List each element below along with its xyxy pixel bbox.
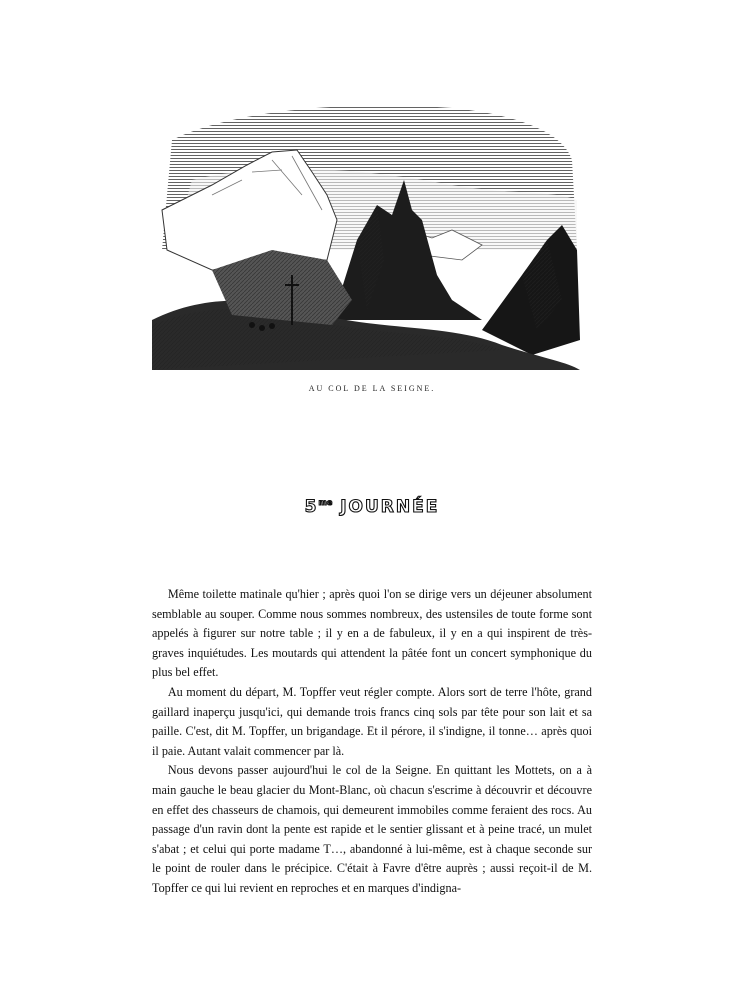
paragraph: Même toilette matinale qu'hier ; après quoi l'on se dirige vers un déjeuner absolument semblable au souper. Comme nous sommes nombreux, des ustensiles de toute forme sont appelés à figurer sur notre table ; il y en a de fabuleux, il y en a qui inspirent de très-graves inquiétudes. Les moutards qui attendent la pâtée font un concert symphonique du plus bel effet. [152,587,592,680]
body-text [152,585,592,899]
illustration-caption: AU COL DE LA SEIGNE. [308,384,436,393]
paragraph: Au moment du départ, M. Topffer veut régler compte. Alors sort de terre l'hôte, grand gaillard inaperçu jusqu'ici, qui demande trois francs cinq sols par tête pour son lait et sa paille. C'est, dit M. Topffer, un brigandage. Et il pérore, il s'indigne, il tonne… après quoi il paie. Autant valait commencer par là. [152,684,592,758]
mountain-engraving [152,100,580,370]
chapter-number: 5 [304,497,319,517]
chapter-title-text: JOURNÉE [340,497,440,517]
chapter-title [0,497,744,517]
chapter-number-suffix: me [318,498,333,507]
paragraph: Nous devons passer aujourd'hui le col de la Seigne. En quittant les Mottets, on a à main gauche le beau glacier du Mont-Blanc, où chacun s'escrime à découvrir et découvre en effet des chasseurs de chamois, qui demeurent immobiles comme feraient des rocs. Au passage d'un ravin dont la pente est rapide et le sentier glissant et à peine tracé, un mulet s'abat ; et celui qui porte madame T…, abandonné à lui-même, est à chaque seconde sur le point de rouler dans le précipice. C'était à Favre d'être auprès ; aussi reçoit-il de M. Topffer ce qui lui revient en reproches et en marques d'indigna- [152,763,592,895]
